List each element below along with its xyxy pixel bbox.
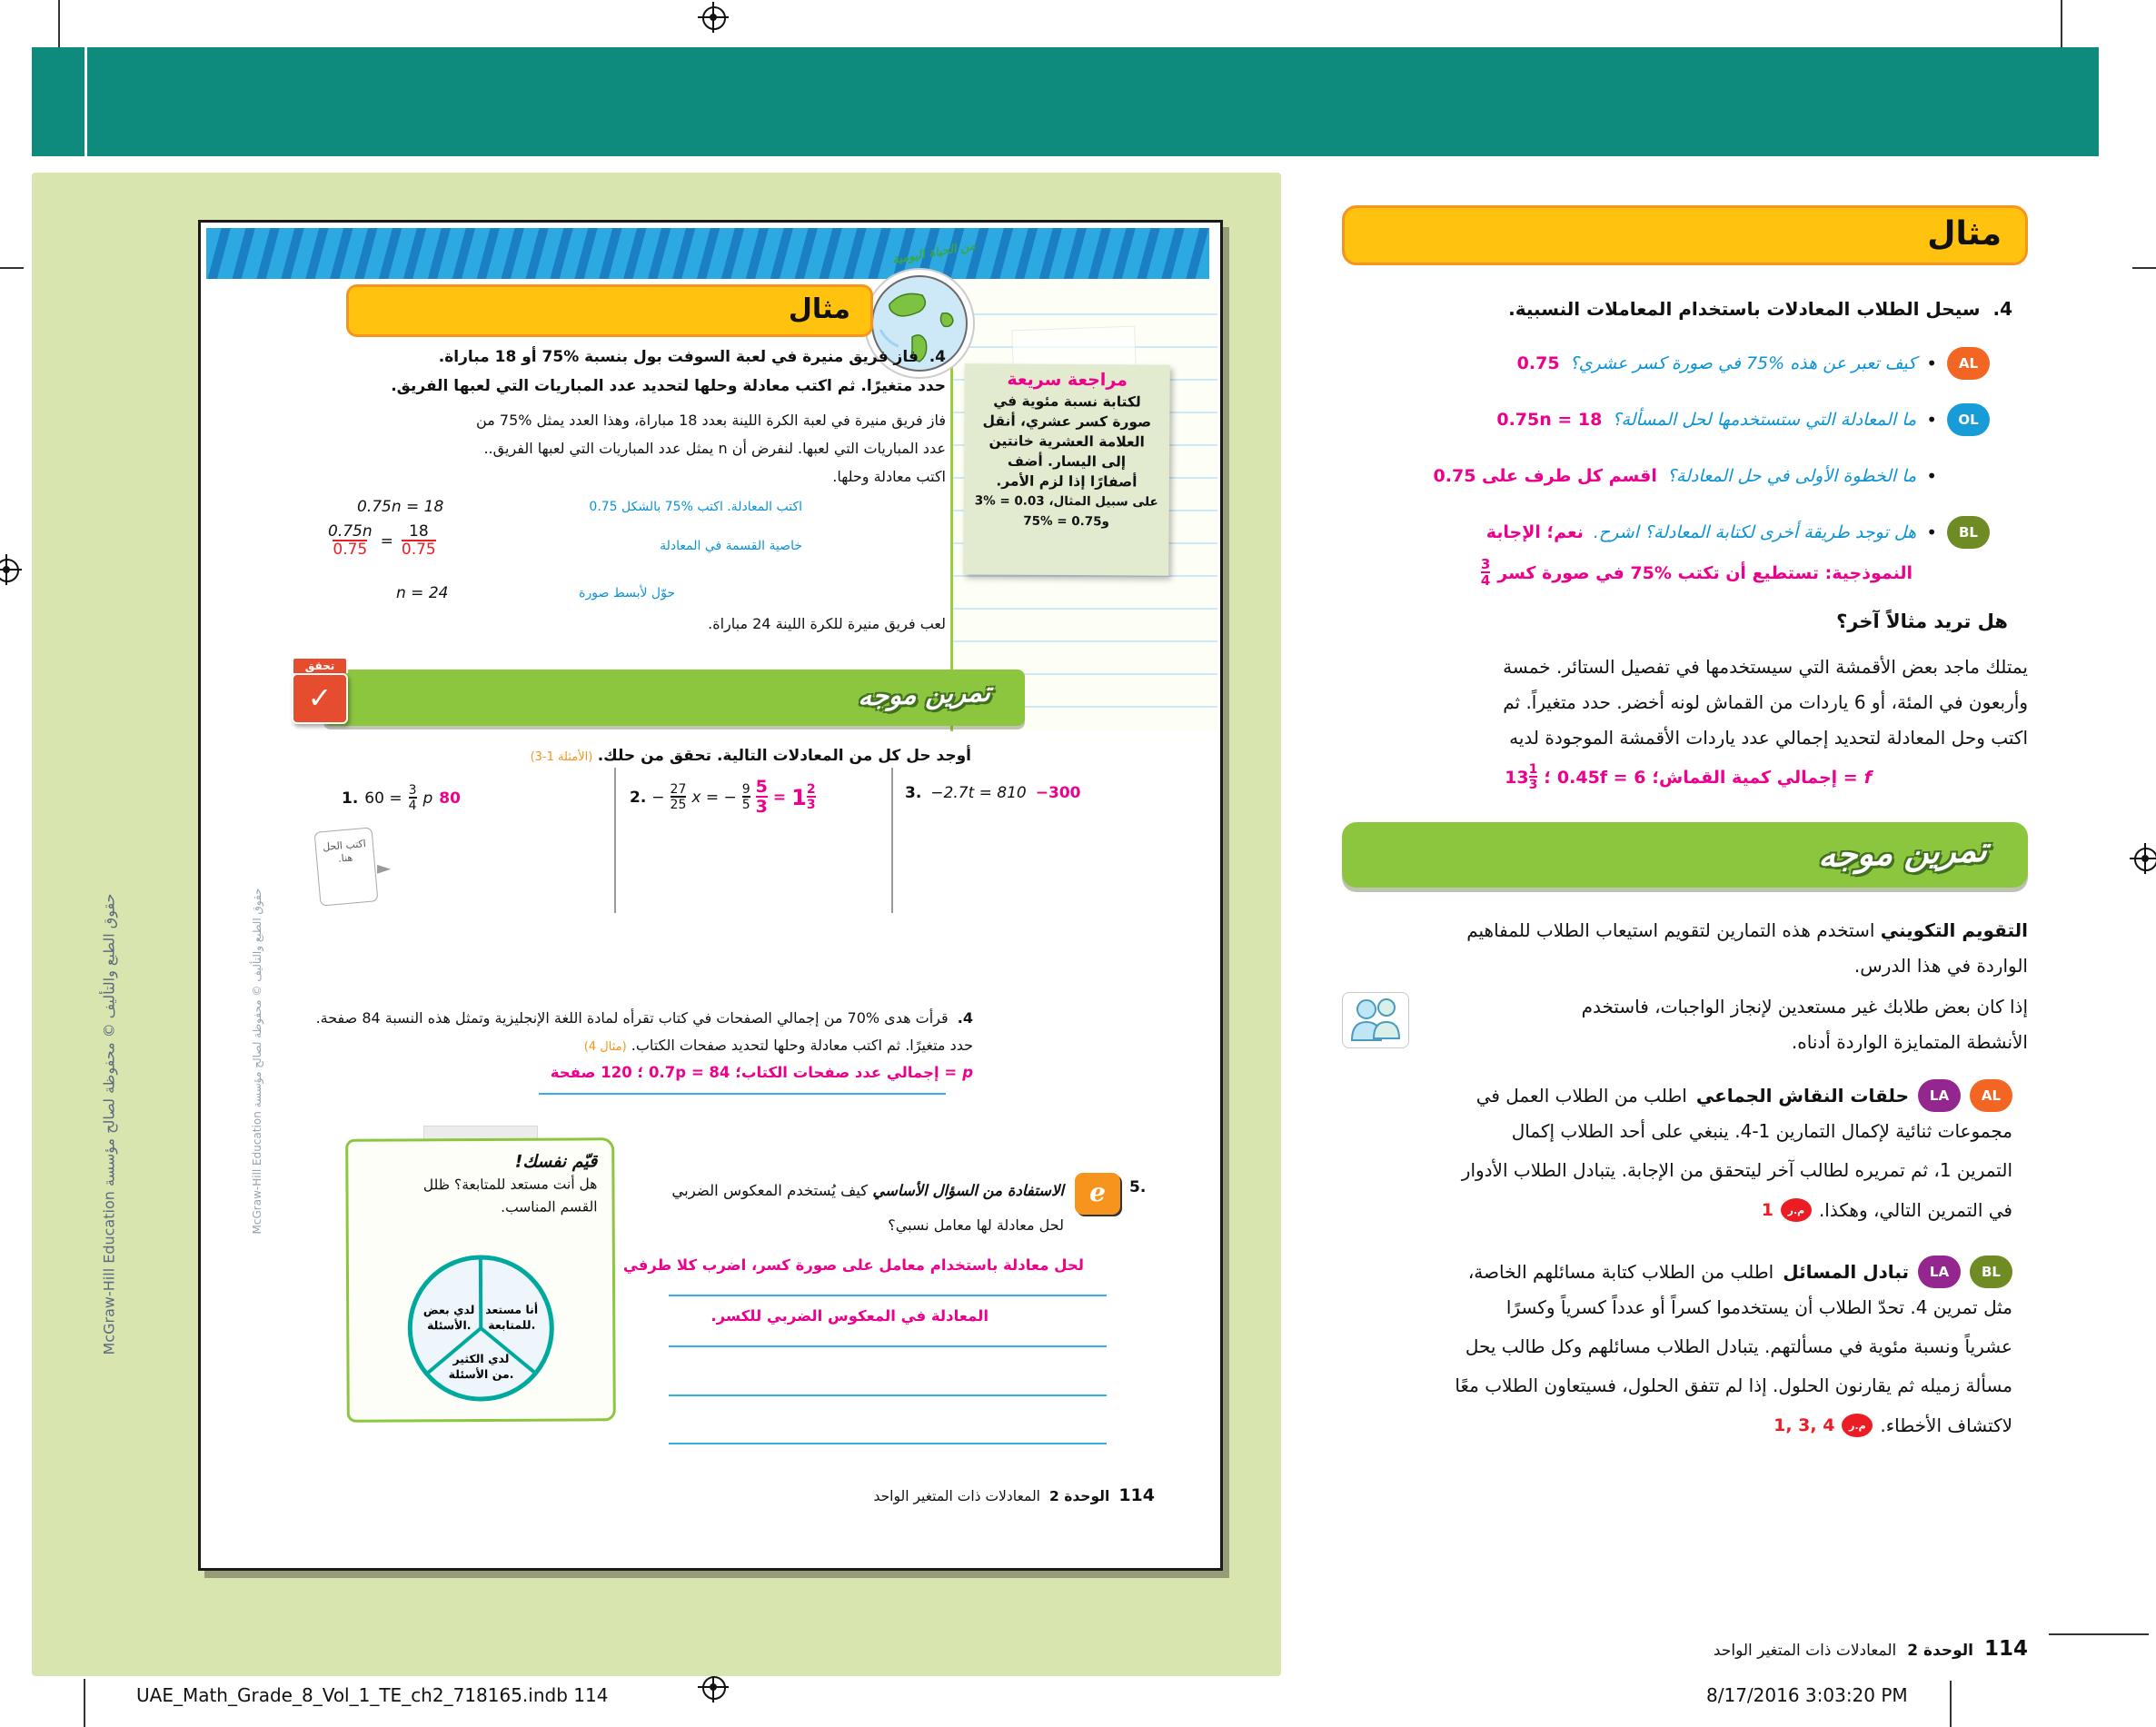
- al-badge: AL: [1970, 1079, 2012, 1112]
- quick-review-note: [963, 363, 1170, 576]
- sp-body-line3: اكتب معادلة وحلها.: [832, 468, 946, 485]
- svg-text:لدي الكثير: لدي الكثير: [452, 1351, 510, 1366]
- la-badge: LA: [1918, 1256, 1961, 1288]
- te-more-line2: وأربعون في المئة، أو 6 ياردات من القماش لونه أخضر. حدد متغيراً. ثم: [1503, 691, 2028, 713]
- sp-equation1: 0.75n = 18: [357, 498, 444, 516]
- svg-text:من الأسئلة.: من الأسئلة.: [448, 1366, 514, 1382]
- q5-line1: الاستفادة من السؤال الأساسي كيف يُستخدم المعكوس الضربي: [671, 1182, 1064, 1199]
- quick-review-line: إلى اليسار. أضف: [1007, 452, 1127, 471]
- exercise-4-answer: p = إجمالي عدد صفحات الكتاب؛ 0.7p = 84 ؛ 120 صفحة: [550, 1064, 973, 1081]
- crop-mark: [2132, 267, 2156, 269]
- registration-target-top-icon: [698, 2, 729, 33]
- exercise-divider: [891, 768, 893, 913]
- self-assessment-pie: [399, 1248, 563, 1413]
- students-icon: [1342, 992, 1409, 1048]
- answer-line: [669, 1345, 1107, 1347]
- answer-line: [669, 1295, 1107, 1296]
- sp-guided-banner-title: تمرين موجه: [857, 676, 992, 712]
- exercise-3: 3. −2.7t = 810 −300: [905, 784, 1081, 802]
- te-section2-line4: مسألة زميله ثم يقارنون الحلول. إذا لم تتفق الحلول، فسيتعاون الطلاب معًا: [1455, 1375, 2012, 1396]
- top-teal-band: [32, 47, 2099, 156]
- rate-yourself-text: هل أنت مستعد للمتابعة؟ ظلل القسم المناسب.: [422, 1176, 598, 1216]
- daily-life-caption: من الحياة اليومية: [891, 239, 977, 267]
- quick-review-example1: على سبيل المثال، 3% = 0.03: [974, 493, 1158, 510]
- sp-body-line2: عدد المباريات التي لعبها. لنفرض أن n يمثل عدد المباريات التي لعبها الفريق..: [483, 440, 946, 457]
- te-section1-line2: مجموعات ثنائية لإكمال التمارين 1-4. ينبغي على أحد الطلاب إكمال: [1511, 1120, 2012, 1142]
- standards-badge: م.ر: [1842, 1414, 1873, 1437]
- te-bullet-al: AL • كيف تعبر عن هذه %75 في صورة كسر عشري؟ 0.75: [1517, 347, 1990, 380]
- crop-mark: [84, 1679, 85, 1727]
- svg-text:للمتابعة.: للمتابعة.: [488, 1317, 536, 1332]
- quick-review-line: العلامة العشرية خانتين: [989, 432, 1145, 451]
- check-icon: تحقق ✓: [292, 657, 348, 724]
- print-date-footer: 8/17/2016 3:03:20 PM: [1706, 1684, 1908, 1706]
- exercise-divider: [614, 768, 616, 913]
- te-bullet-bl-line2: النموذجية: تستطيع أن تكتب %75 في صورة كسر $\frac{3}{4}$: [1480, 556, 1913, 589]
- te-more-line1: يمتلك ماجد بعض الأقمشة التي سيستخدمها في تفصيل الستائر. خمسة: [1503, 656, 2028, 678]
- quick-review-line: لكتابة نسبة مئوية في: [993, 392, 1141, 411]
- svg-text:أنا مستعد: أنا مستعد: [485, 1302, 539, 1316]
- te-item4: 4. سيحل الطلاب المعادلات باستخدام المعاملات النسبية.: [1508, 298, 2012, 320]
- la-badge: LA: [1918, 1079, 1961, 1112]
- arrow-right-icon: ►: [377, 857, 392, 878]
- q5-answer-line1: لحل معادلة باستخدام معامل على صورة كسر، اضرب كلا طرفي: [622, 1256, 1084, 1274]
- te-bullet-ol: OL • ما المعادلة التي ستستخدمها لحل المسألة؟ 0.75n = 18: [1496, 403, 1990, 436]
- te-guided-banner-title: تمرين موجه: [1817, 829, 1989, 876]
- exercise-1: 1. 60 = $\frac{3}{4}$ p 80: [342, 783, 461, 813]
- quick-review-title: مراجعة سريعة: [1007, 369, 1128, 391]
- q5-line2: لحل معادلة لها معامل نسبي؟: [888, 1216, 1064, 1234]
- sp-example-header: مثال: [346, 284, 873, 337]
- answer-line: [669, 1395, 1107, 1396]
- check-icon-label: تحقق: [292, 657, 348, 673]
- registration-target-bottom-icon: [698, 1672, 729, 1702]
- svg-text:الأسئلة.: الأسئلة.: [427, 1318, 472, 1333]
- registration-target-left-icon: [0, 554, 22, 585]
- sp-problem4-line2: حدد متغيرًا. ثم اكتب معادلة وحلها لتحديد عدد المباريات التي لعبها الفريق.: [391, 377, 946, 395]
- ol-badge: OL: [1947, 403, 1990, 436]
- copyright-vertical-inner: حقوق الطبع والتأليف © محفوظة لصالح مؤسسة McGraw-Hill Education: [251, 888, 263, 1235]
- te-ready-line1: إذا كان بعض طلابك غير مستعدين لإنجاز الواجبات، فاستخدم: [1581, 996, 2028, 1017]
- te-example-header: مثال: [1342, 205, 2028, 265]
- sp-directions: أوجد حل كل من المعادلات التالية. تحقق من حلك. (الأمثلة 1-3): [530, 747, 971, 765]
- crop-mark: [2049, 1633, 2149, 1635]
- bl-badge: BL: [1947, 516, 1990, 549]
- sp-body-line1: فاز فريق منيرة في لعبة الكرة اللينة بعدد 18 مباراة، وهذا العدد يمثل %75 من: [476, 412, 946, 429]
- te-guided-banner: [1342, 822, 2028, 888]
- te-fabric-answer: f = إجمالي كمية القماش؛ 0.45f = 6 ؛ 13 $\frac{1}{3}$: [1505, 762, 1872, 792]
- te-section2-line5: لاكتشاف الأخطاء. م.ر 1, 3, 4: [1773, 1414, 2012, 1436]
- te-more-heading: هل تريد مثالاً آخر؟: [1836, 610, 2008, 632]
- print-file-footer: UAE_Math_Grade_8_Vol_1_TE_ch2_718165.indb 114: [136, 1684, 609, 1706]
- al-badge: AL: [1947, 347, 1990, 380]
- bl-badge: BL: [1970, 1256, 2012, 1288]
- sp-equation3-note: حوّل لأبسط صورة: [579, 586, 675, 600]
- essential-question-icon: e: [1075, 1173, 1120, 1215]
- rate-yourself-box: [345, 1137, 616, 1423]
- te-section1-line3: التمرين 1، ثم تمريره لطالب آخر ليتحقق من الإجابة. يتبادل الطلاب الأدوار: [1461, 1159, 2012, 1181]
- sp-equation2: $\frac{0.75n}{0.75}$ = $\frac{18}{0.75}$: [328, 522, 436, 559]
- top-band-divider: [84, 47, 87, 156]
- exercise-4-line2: حدد متغيرًا. ثم اكتب معادلة وحلها لتحديد صفحات الكتاب. (مثال 4): [583, 1037, 973, 1054]
- write-here-note: اكتب الحل هنا.: [314, 827, 379, 906]
- sp-page-footer: 114 الوحدة 2 المعادلات ذات المتغير الواحد: [873, 1485, 1155, 1505]
- te-formative-line1: التقويم التكويني استخدم هذه التمارين لتقويم استيعاب الطلاب للمفاهيم: [1466, 919, 2028, 941]
- te-section2-line3: عشرياً ونسبة مئوية في مسألتهم. يتبادل الطلاب مسائلهم وكل طالب يحل: [1465, 1335, 2012, 1357]
- te-section1-line1: AL LA حلقات النقاش الجماعي اطلب من الطلاب العمل في: [1476, 1079, 2012, 1112]
- copyright-vertical-outer: حقوق الطبع والتأليف © محفوظة لصالح مؤسسة McGraw-Hill Education: [100, 893, 118, 1355]
- sp-equation2-note: خاصية القسمة في المعادلة: [660, 539, 802, 553]
- answer-line: [669, 1443, 1107, 1444]
- te-page-footer: 114 الوحدة 2 المعادلات ذات المتغير الواحد: [1713, 1637, 2028, 1661]
- standards-badge: م.ر: [1781, 1198, 1812, 1222]
- sp-problem4-line1: 4. فاز فريق منيرة في لعبة السوفت بول بنسبة %75 أو 18 مباراة.: [438, 348, 946, 366]
- quick-review-line: أصفارًا إذا لزم الأمر.: [996, 472, 1138, 491]
- student-page: [198, 220, 1223, 1571]
- rate-yourself-title: قيّم نفسك!: [514, 1151, 598, 1172]
- te-ready-line2: الأنشطة المتمايزة الواردة أدناه.: [1791, 1031, 2028, 1053]
- sp-equation3: n = 24: [396, 584, 449, 602]
- sp-result-line: لعب فريق منيرة للكرة اللينة 24 مباراة.: [708, 615, 946, 632]
- registration-target-right-icon: [2130, 843, 2156, 874]
- answer-line: [539, 1093, 946, 1095]
- q5-answer-line2: المعادلة في المعكوس الضربي للكسر.: [710, 1307, 989, 1325]
- crop-mark: [1950, 1681, 1952, 1727]
- te-more-line3: اكتب وحل المعادلة لتحديد إجمالي عدد ياردات الأقمشة الموجودة لديه: [1509, 727, 2028, 749]
- quick-review-line: صورة كسر عشري، أنقل: [982, 412, 1152, 431]
- te-bullet-3: • ما الخطوة الأولى في حل المعادلة؟ اقسم كل طرف على 0.75: [1433, 465, 1937, 487]
- page-stripe-band: [206, 228, 1209, 283]
- exercise-2: 2. − $\frac{27}{25}$ x = − $\frac{9}{5}$ $\frac{5}{3}$ = 1 $\frac{2}{3}$: [630, 777, 816, 817]
- te-formative-line2: الواردة في هذا الدرس.: [1853, 955, 2028, 977]
- te-bullet-bl: BL • هل توجد طريقة أخرى لكتابة المعادلة؟ اشرح. نعم؛ الإجابة: [1486, 516, 1990, 549]
- crop-mark: [0, 267, 24, 269]
- q5-number: 5.: [1129, 1178, 1147, 1196]
- te-section2-line1: BL LA تبادل المسائل اطلب من الطلاب كتابة مسائلهم الخاصة،: [1468, 1256, 2012, 1288]
- sp-equation1-note: اكتب المعادلة. اكتب %75 بالشكل 0.75: [589, 500, 802, 514]
- te-section1-line4: في التمرين التالي، وهكذا. م.ر 1: [1761, 1199, 2012, 1221]
- te-section2-line2: مثل تمرين 4. تحدّ الطلاب أن يستخدموا كسراً أو عدداً كسرياً وكسرًا: [1505, 1296, 2012, 1318]
- quick-review-example2: و75% = 0.75: [1023, 513, 1110, 530]
- svg-text:لدي بعض: لدي بعض: [422, 1303, 475, 1317]
- exercise-4-line1: 4. قرأت هدى %70 من إجمالي الصفحات في كتاب تقرأه لمادة اللغة الإنجليزية وتمثل هذه النسبة 84 صفحة.: [315, 1009, 973, 1027]
- sp-guided-banner: [323, 670, 1025, 726]
